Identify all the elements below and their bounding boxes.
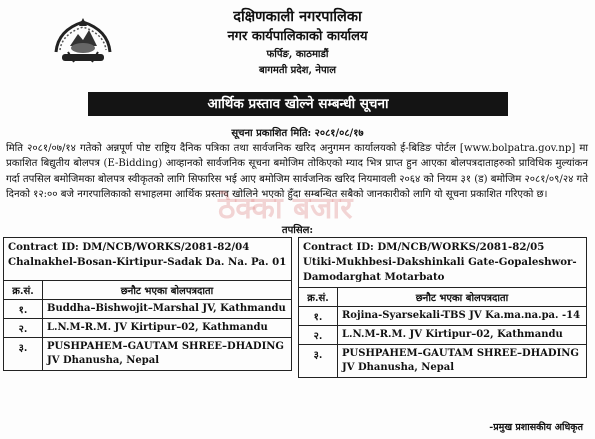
table-row [299,307,587,326]
row-sn: ३. [4,338,43,371]
project-name: Chalnakhel-Bosan-Kirtipur-Sadak Da. Na. Pa. 01 [8,256,287,268]
table-row [4,338,292,371]
contract-info [4,238,292,281]
row-bidder: Rojina-Syarsekali-TBS JV Ka.ma.na.pa. -14 [338,307,587,326]
bidder-header: छनौट भएका बोलपत्रदाता [43,281,292,300]
municipality-name: दक्षिणकाली नगरपालिका [233,8,362,25]
schedule-heading: तपसिल: [281,225,314,236]
row-sn: ३. [299,345,338,378]
contract-table-right [298,237,587,378]
office-location: फर्पिङ, काठमाडौं [266,49,329,60]
nepal-emblem-icon [52,12,114,66]
contract-info [299,238,587,288]
row-bidder: L.N.M-R.M. JV Kirtipur–02, Kathmandu [338,326,587,345]
contract-id: Contract ID: DM/NCB/WORKS/2081-82/04 [8,241,250,253]
watermark-logo: ठेक्का बजार [218,191,353,226]
notice-body: मिति २०८१/०७/१४ गतेको अन्नपूर्ण पोष्ट राष्ट्रिय दैनिक पत्रिका तथा सार्वजनिक खरिद अनुगमन कार्यालयको ई-बिडिङ पोर्टल [www.bolpatra.gov.np] मा प्रकाशित बिद्युतीय बोलपत्र (E-Bidding) आव्हानको सार्वजनिक सूचना बमोजिम तोकिएको म्याद भित्र प्राप्त हुन आएका बोलपत्रदाताहरुको प्राविधिक मुल्यांकन गर्दा तपसिल बमोजिमका बोलपत्र स्वीकृतको लागि सिफारिस भई आए बमोजिम सार्वजनिक खरिद नियमावली २०६४ को नियम ३१ (ड) बमोजिम २०८१/०९/२४ गते दिनको १२:०० बजे नगरपालिकाको सभाहलमा आर्थिक प्रस्ताव खोलिने भएको हुँदा सम्बन्धित सबैको जानकारीको लागि यो सूचना प्रकाशित गरिएको छ। [6,143,588,201]
contract-table-left [3,237,292,371]
table-row [4,300,292,319]
table-row [4,319,292,338]
sn-header: क्र.सं. [299,288,338,307]
province-name: बागमती प्रदेश, नेपाल [258,65,337,76]
row-sn: २. [299,326,338,345]
notice-title: आर्थिक प्रस्ताव खोल्ने सम्बन्धी सूचना [88,92,508,116]
row-sn: २. [4,319,43,338]
row-bidder: L.N.M-R.M. JV Kirtipur–02, Kathmandu [43,319,292,338]
row-bidder: Buddha–Bishwojit–Marshal JV, Kathmandu [43,300,292,319]
contract-id: Contract ID: DM/NCB/WORKS/2081-82/05 [303,241,545,253]
published-date: सूचना प्रकाशित मिति: २०८१/०८/१७ [231,128,364,139]
project-name: Utiki-Mukhbesi-Dakshinkali Gate-Gopaleshwor-Damodarghat Motarbato [303,256,577,283]
row-bidder: PUSHPAHEM–GAUTAM SHREE–DHADING JV Dhanusha, Nepal [338,345,587,378]
row-sn: १. [299,307,338,326]
sn-header: क्र.सं. [4,281,43,300]
signoff: -प्रमुख प्रशासकीय अधिकृत [489,422,583,433]
row-sn: १. [4,300,43,319]
table-row [299,326,587,345]
office-name: नगर कार्यपालिकाको कार्यालय [227,29,368,44]
table-row [299,345,587,378]
bidder-header: छनौट भएका बोलपत्रदाता [338,288,587,307]
row-bidder: PUSHPAHEM–GAUTAM SHREE–DHADING JV Dhanusha, Nepal [43,338,292,371]
